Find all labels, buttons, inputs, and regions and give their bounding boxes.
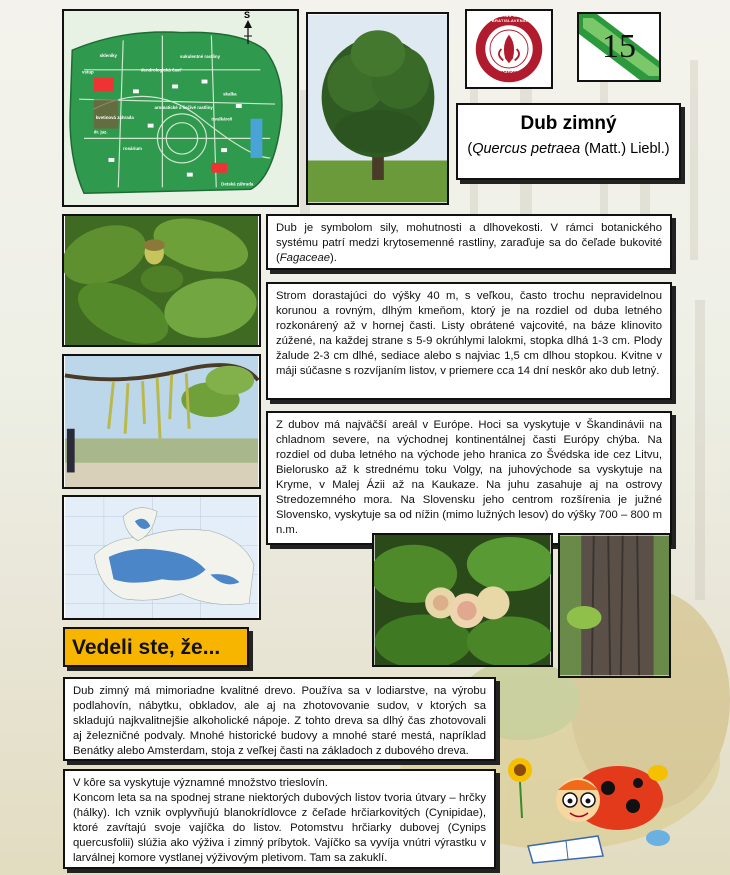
- logo-ring-text: UNIVERSITAS COMENIANA BRATISLAVENSIS: [481, 13, 541, 23]
- compass-arrow-icon: [241, 20, 255, 46]
- compass-north: S: [244, 10, 251, 20]
- logo-year: MCMXIX: [499, 71, 519, 77]
- intro-text: Dub je symbolom sily, mohutnosti a dlhovekosti. V rámci botanického systému patrí medzi krytosemenné rastliny, zaraďuje sa do čeľade bukovité (Fagaceae).: [276, 222, 662, 264]
- fact-wood-box: [63, 677, 496, 761]
- fact-tannin-text: V kôre sa vyskytuje významné množstvo trieslovín.: [73, 777, 328, 789]
- map-label: skleníky: [99, 53, 118, 59]
- description-box: [266, 282, 672, 400]
- distribution-box: [266, 411, 672, 545]
- title-box: [456, 103, 681, 180]
- oak-tree-photo: [306, 12, 449, 205]
- page-title: Dub zimný: [520, 113, 617, 134]
- university-logo: [465, 9, 553, 89]
- map-label: Detská záhrada: [221, 181, 254, 187]
- distribution-text: Z dubov má najväčší areál v Európe. Hoci sa vyskytuje v Škandinávii na chladnom severe, na východnej kontinentálnej časti Európy chýba. Na rozdiel od duba letného na východe jeho hranica zo Švédska ide cez Litvu, Bielorusko až k strednému toku Volgy, na juhovýchode sa vyskytuje na Kryme, v Malej Ázii až na Kaukaze. Na juhu zasahuje aj na ostrovy Stredozemného mora. Na Slovensku jeho centrom rozšírenia je južné Slovensko, vyskytuje sa od nížin (mimo lužných lesov) do výšky 700 – 800 m n.m.: [276, 419, 662, 536]
- map-label: trvalkáreň: [211, 116, 233, 122]
- latin-name: (Quercus petraea (Matt.) Liebl.): [467, 141, 670, 157]
- map-label: sukulentné rastliny: [180, 54, 221, 60]
- did-you-know-heading: Vedeli ste, že...: [63, 627, 249, 667]
- map-label: kvetinová záhrada: [95, 114, 134, 120]
- fact-galls-text: Koncom leta sa na spodnej strane niektorých dubových listov tvoria útvary – hrčky (hálky). Ich vznik ovplyvňujú blanokrídlovce z čeľade hrčiarkovitých (Cynipidae), ktoré zavŕtajú svoje vajíčka do listov. Potomstvu hrčiarky dubovej (Cynips quercusfolii) slúžia ako výživa i zimný príbytok. Vajíčko sa vyvíja vnútri výrastku v larválnej komore vystlanej výživovým pletivom. Tam sa zakuklí.: [73, 792, 486, 864]
- ladybug-mascot-icon: [498, 738, 678, 868]
- garden-map: [62, 9, 299, 207]
- description-text: Strom dorastajúci do výšky 40 m, s veľkou, často trochu nepravidelnou korunou a rovným, dlhým kmeňom, ktorý je na rozdiel od duba letného rozkonárený až v hornej časti. Listy obrátené vajcovité, na báze klinovito zúžené, na každej strane s 5-9 okrúhlymi lalokmi, stopka dlhá 1-3 cm. Plody žalude 2-3 cm dlhé, sediace alebo s najviac 1,5 cm dlhou stopkou. Kvitne v máji súčasne s rozvíjaním listov, v priemere cca 14 dní neskôr ako dub letný.: [276, 290, 662, 377]
- catkins-photo: [62, 354, 261, 489]
- fact-wood-text: Dub zimný má mimoriadne kvalitné drevo. Používa sa v lodiarstve, na výrobu podlahovín, nábytku, obkladov, ale aj na zhotovovanie sudov, v ktorých sa skladujú najkvalitnejšie alkoholické nápoje. Z tohto dreva sa dlhý čas zhotovovali aj železničné podvaly. Mnohé historické budovy a mnohé staré mestá, napríklad Benátky alebo Amsterdam, stoja z veľkej časti na základoch z dubového dreva.: [73, 685, 486, 757]
- intro-box: [266, 214, 672, 270]
- distribution-map: [62, 495, 261, 620]
- map-label: aromatické a liečivé rastliny: [154, 104, 213, 110]
- exhibit-number: 15: [602, 28, 636, 65]
- exhibit-number-badge: [577, 12, 661, 82]
- map-label: skalka: [223, 91, 237, 97]
- oak-galls-photo: [372, 533, 553, 667]
- map-label: dendrologická časť: [140, 67, 182, 73]
- map-label: dr. jaz.: [93, 129, 108, 135]
- map-label: vstup: [82, 69, 94, 75]
- map-label: rosárium: [123, 146, 142, 152]
- bark-photo: [558, 533, 671, 678]
- leaves-acorn-photo: [62, 214, 261, 347]
- fact-galls-box: [63, 769, 496, 869]
